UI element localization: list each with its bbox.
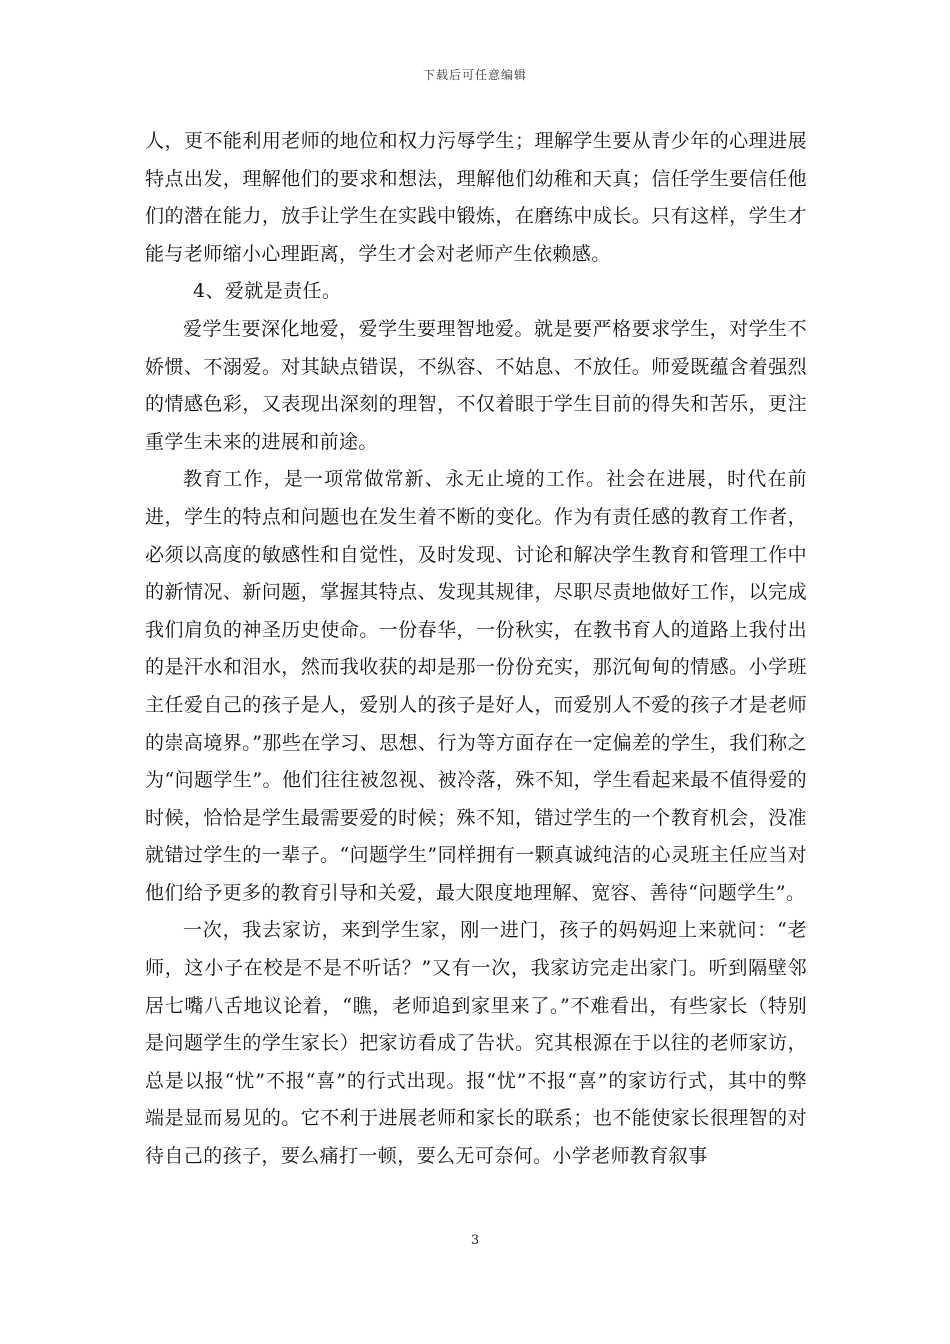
paragraph: 爱学生要深化地爱，爱学生要理智地爱。就是要严格要求学生，对学生不娇惯、不溺爱。对其缺点错误，不纵容、不姑息、不放任。师爱既蕴含着强烈的情感色彩，又表现出深刻的理智，不仅着眼于学生目前的得失和苦乐，更注重学生未来的进展和前途。 (145, 317, 807, 453)
section-heading: 4、爱就是责任。 (193, 280, 342, 303)
document-body (145, 123, 807, 1176)
page-number: 3 (470, 1233, 480, 1248)
paragraph: 教育工作，是一项常做常新、永无止境的工作。社会在进展，时代在前进，学生的特点和问题也在发生着不断的变化。作为有责任感的教育工作者，必须以高度的敏感性和自觉性，及时发现、讨论和解决学生教育和管理工作中的新情况、新问题，掌握其特点、发现其规律，尽职尽责地做好工作，以完成我们肩负的神圣历史使命。一份春华，一份秋实，在教书育人的道路上我付出的是汗水和泪水，然而我收获的却是那一份份充实，那沉甸甸的情感。小学班主任爱自己的孩子是人，爱别人的孩子是好人，而爱别人不爱的孩子才是老师的崇高境界。”那些在学习、思想、行为等方面存在一定偏差的学生，我们称之为“问题学生”。他们往往被忽视、被冷落，殊不知，学生看起来最不值得爱的时候，恰恰是学生最需要爱的时候；殊不知，错过学生的一个教育机会，没准就错过学生的一辈子。“问题学生”同样拥有一颗真诚纯洁的心灵班主任应当对他们给予更多的教育引导和关爱，最大限度地理解、宽容、善待“问题学生”。 (145, 468, 807, 904)
paragraph-continuation: 人，更不能利用老师的地位和权力污辱学生；理解学生要从青少年的心理进展特点出发，理解他们的要求和想法，理解他们幼稚和天真；信任学生要信任他们的潜在能力，放手让学生在实践中锻炼，在磨练中成长。只有这样，学生才能与老师缩小心理距离，学生才会对老师产生依赖感。 (145, 130, 807, 265)
paragraph: 一次，我去家访，来到学生家，刚一进门，孩子的妈妈迎上来就问：“老师，这小子在校是不是不听话？”又有一次，我家访完走出家门。听到隔壁邻居七嘴八舌地议论着，“瞧，老师追到家里来了。”不难看出，有些家长（特别是问题学生的学生家长）把家访看成了告状。究其根源在于以往的老师家访，总是以报“忧”不报“喜”的行式出现。报“忧”不报“喜”的家访行式，其中的弊端是显而易见的。它不利于进展老师和家长的联系；也不能使家长很理智的对待自己的孩子，要么痛打一顿，要么无可奈何。小学老师教育叙事 (145, 919, 807, 1168)
page-header: 下载后可任意编辑 (422, 68, 527, 82)
